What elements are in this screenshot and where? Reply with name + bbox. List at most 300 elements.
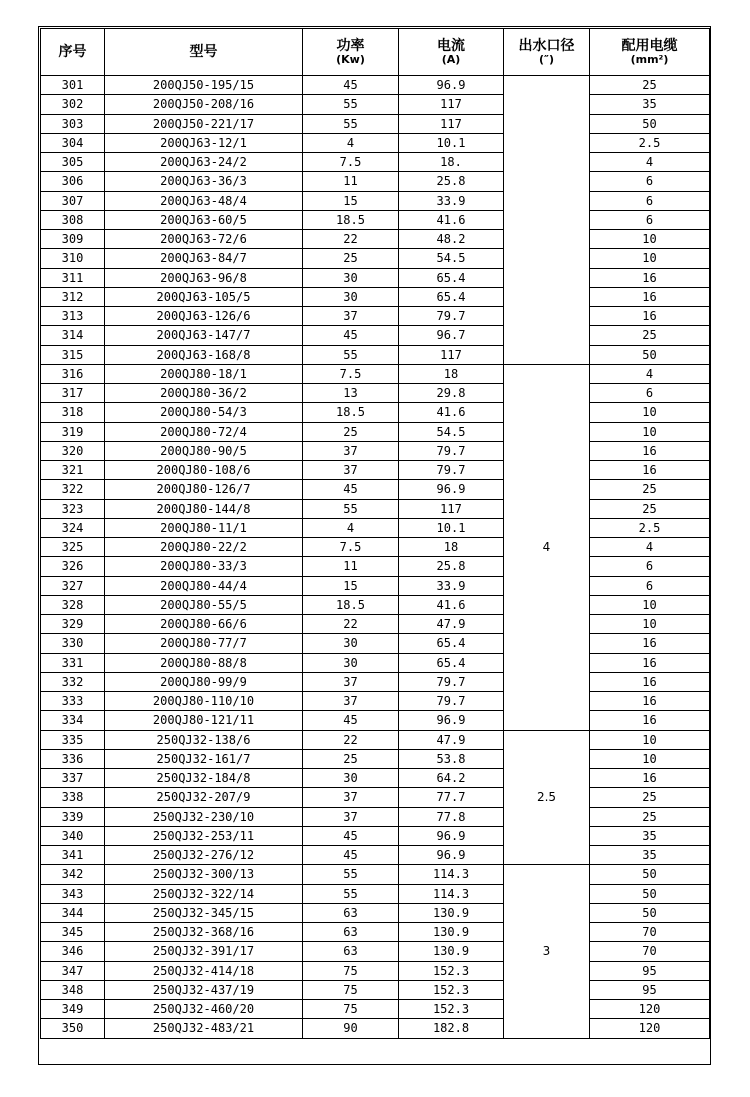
table-row <box>41 287 710 306</box>
cell-seq: 326 <box>41 557 105 576</box>
cell-model: 200QJ80-33/3 <box>105 557 303 576</box>
cell-power: 37 <box>303 788 399 807</box>
cell-cable: 16 <box>590 672 710 691</box>
cell-power: 15 <box>303 191 399 210</box>
table-row <box>41 653 710 672</box>
cell-cable: 25 <box>590 499 710 518</box>
cell-cable: 25 <box>590 76 710 95</box>
cell-current: 10.1 <box>399 518 504 537</box>
cell-model: 250QJ32-184/8 <box>105 769 303 788</box>
cell-cable: 95 <box>590 961 710 980</box>
cell-current: 41.6 <box>399 403 504 422</box>
cell-current: 114.3 <box>399 865 504 884</box>
header-current <box>399 29 504 76</box>
table-row <box>41 730 710 749</box>
cell-seq: 329 <box>41 615 105 634</box>
cell-model: 200QJ80-36/2 <box>105 384 303 403</box>
cell-model: 200QJ80-88/8 <box>105 653 303 672</box>
cell-model: 250QJ32-253/11 <box>105 826 303 845</box>
table-row <box>41 884 710 903</box>
cell-current: 65.4 <box>399 653 504 672</box>
table-row <box>41 961 710 980</box>
cell-seq: 333 <box>41 692 105 711</box>
cell-current: 77.8 <box>399 807 504 826</box>
cell-cable: 10 <box>590 595 710 614</box>
table-row <box>41 769 710 788</box>
table-row <box>41 172 710 191</box>
cell-cable: 16 <box>590 653 710 672</box>
table-row <box>41 480 710 499</box>
cell-current: 77.7 <box>399 788 504 807</box>
cell-power: 55 <box>303 499 399 518</box>
table-row <box>41 191 710 210</box>
cell-seq: 349 <box>41 1000 105 1019</box>
cell-power: 7.5 <box>303 364 399 383</box>
cell-model: 250QJ32-460/20 <box>105 1000 303 1019</box>
cell-power: 63 <box>303 942 399 961</box>
cell-current: 33.9 <box>399 576 504 595</box>
cell-current: 64.2 <box>399 769 504 788</box>
cell-current: 79.7 <box>399 441 504 460</box>
cell-cable: 95 <box>590 980 710 999</box>
cell-power: 13 <box>303 384 399 403</box>
cell-current: 54.5 <box>399 249 504 268</box>
table-row <box>41 576 710 595</box>
cell-seq: 338 <box>41 788 105 807</box>
cell-current: 10.1 <box>399 133 504 152</box>
cell-power: 45 <box>303 76 399 95</box>
cell-current: 96.9 <box>399 480 504 499</box>
cell-seq: 348 <box>41 980 105 999</box>
cell-cable: 10 <box>590 422 710 441</box>
cell-seq: 340 <box>41 826 105 845</box>
cell-model: 250QJ32-437/19 <box>105 980 303 999</box>
cell-seq: 341 <box>41 846 105 865</box>
header-outlet-unit: (″) <box>539 52 554 66</box>
table-row <box>41 76 710 95</box>
cell-model: 200QJ63-48/4 <box>105 191 303 210</box>
cell-power: 22 <box>303 730 399 749</box>
cell-seq: 344 <box>41 903 105 922</box>
header-model: 型号 <box>105 29 303 76</box>
cell-current: 79.7 <box>399 461 504 480</box>
cell-seq: 343 <box>41 884 105 903</box>
cell-power: 55 <box>303 884 399 903</box>
cell-power: 90 <box>303 1019 399 1038</box>
table-row <box>41 807 710 826</box>
cell-model: 200QJ63-24/2 <box>105 153 303 172</box>
header-outlet-label: 出水口径 <box>518 37 575 54</box>
cell-cable: 6 <box>590 191 710 210</box>
table-row <box>41 326 710 345</box>
header-current-unit: (A) <box>441 52 461 66</box>
cell-cable: 16 <box>590 287 710 306</box>
cell-power: 45 <box>303 326 399 345</box>
cell-seq: 309 <box>41 230 105 249</box>
cell-model: 200QJ80-108/6 <box>105 461 303 480</box>
cell-cable: 50 <box>590 865 710 884</box>
cell-seq: 339 <box>41 807 105 826</box>
table-row <box>41 595 710 614</box>
table-row <box>41 749 710 768</box>
table-row <box>41 538 710 557</box>
cell-current: 96.9 <box>399 826 504 845</box>
cell-current: 47.9 <box>399 730 504 749</box>
cell-model: 250QJ32-300/13 <box>105 865 303 884</box>
cell-power: 11 <box>303 557 399 576</box>
cell-power: 18.5 <box>303 403 399 422</box>
table-row <box>41 865 710 884</box>
cell-power: 11 <box>303 172 399 191</box>
cell-model: 200QJ63-96/8 <box>105 268 303 287</box>
cell-power: 75 <box>303 961 399 980</box>
cell-current: 18 <box>399 538 504 557</box>
cell-outlet-group: 2.5 <box>504 730 590 865</box>
header-cable-unit: (mm²) <box>630 52 669 66</box>
table-body <box>41 76 710 1039</box>
cell-current: 29.8 <box>399 384 504 403</box>
cell-seq: 304 <box>41 133 105 152</box>
cell-power: 22 <box>303 230 399 249</box>
cell-model: 200QJ80-54/3 <box>105 403 303 422</box>
table-row <box>41 384 710 403</box>
cell-current: 130.9 <box>399 903 504 922</box>
cell-power: 22 <box>303 615 399 634</box>
table-row <box>41 788 710 807</box>
table-row <box>41 441 710 460</box>
cell-model: 250QJ32-276/12 <box>105 846 303 865</box>
cell-seq: 320 <box>41 441 105 460</box>
cell-model: 200QJ80-90/5 <box>105 441 303 460</box>
cell-cable: 35 <box>590 826 710 845</box>
cell-cable: 10 <box>590 615 710 634</box>
cell-cable: 16 <box>590 711 710 730</box>
cell-model: 250QJ32-391/17 <box>105 942 303 961</box>
table-row <box>41 615 710 634</box>
table-row <box>41 95 710 114</box>
cell-cable: 6 <box>590 210 710 229</box>
table-row <box>41 1000 710 1019</box>
cell-seq: 342 <box>41 865 105 884</box>
cell-cable: 16 <box>590 307 710 326</box>
cell-cable: 10 <box>590 730 710 749</box>
cell-power: 63 <box>303 903 399 922</box>
cell-power: 25 <box>303 749 399 768</box>
cell-model: 200QJ80-121/11 <box>105 711 303 730</box>
cell-power: 15 <box>303 576 399 595</box>
cell-model: 250QJ32-322/14 <box>105 884 303 903</box>
table-row <box>41 980 710 999</box>
cell-cable: 25 <box>590 788 710 807</box>
cell-cable: 10 <box>590 749 710 768</box>
cell-model: 200QJ80-99/9 <box>105 672 303 691</box>
cell-cable: 16 <box>590 441 710 460</box>
cell-seq: 310 <box>41 249 105 268</box>
cell-seq: 315 <box>41 345 105 364</box>
cell-model: 200QJ63-36/3 <box>105 172 303 191</box>
table-row <box>41 345 710 364</box>
table-row <box>41 403 710 422</box>
cell-power: 7.5 <box>303 153 399 172</box>
cell-seq: 335 <box>41 730 105 749</box>
cell-cable: 4 <box>590 364 710 383</box>
cell-model: 250QJ32-345/15 <box>105 903 303 922</box>
cell-power: 75 <box>303 980 399 999</box>
cell-cable: 6 <box>590 172 710 191</box>
cell-current: 96.9 <box>399 76 504 95</box>
cell-power: 37 <box>303 461 399 480</box>
cell-power: 30 <box>303 653 399 672</box>
cell-seq: 319 <box>41 422 105 441</box>
cell-current: 65.4 <box>399 287 504 306</box>
cell-power: 75 <box>303 1000 399 1019</box>
table-row <box>41 364 710 383</box>
header-power-label: 功率 <box>336 37 365 54</box>
cell-current: 18. <box>399 153 504 172</box>
cell-model: 200QJ63-12/1 <box>105 133 303 152</box>
cell-seq: 307 <box>41 191 105 210</box>
table-row <box>41 153 710 172</box>
cell-model: 200QJ80-77/7 <box>105 634 303 653</box>
cell-power: 55 <box>303 345 399 364</box>
table-row <box>41 230 710 249</box>
header-cable <box>590 29 710 76</box>
cell-seq: 311 <box>41 268 105 287</box>
cell-current: 96.9 <box>399 711 504 730</box>
cell-cable: 25 <box>590 807 710 826</box>
cell-current: 53.8 <box>399 749 504 768</box>
cell-outlet-group: 4 <box>504 364 590 730</box>
cell-power: 30 <box>303 287 399 306</box>
cell-model: 200QJ80-110/10 <box>105 692 303 711</box>
cell-model: 200QJ80-44/4 <box>105 576 303 595</box>
cell-power: 37 <box>303 807 399 826</box>
table-row <box>41 634 710 653</box>
cell-power: 30 <box>303 634 399 653</box>
cell-power: 45 <box>303 826 399 845</box>
cell-seq: 317 <box>41 384 105 403</box>
cell-seq: 306 <box>41 172 105 191</box>
cell-cable: 6 <box>590 557 710 576</box>
cell-current: 117 <box>399 114 504 133</box>
cell-cable: 16 <box>590 769 710 788</box>
cell-seq: 323 <box>41 499 105 518</box>
cell-power: 37 <box>303 307 399 326</box>
table-row <box>41 942 710 961</box>
cell-model: 200QJ63-72/6 <box>105 230 303 249</box>
cell-seq: 303 <box>41 114 105 133</box>
cell-model: 250QJ32-207/9 <box>105 788 303 807</box>
cell-seq: 332 <box>41 672 105 691</box>
cell-seq: 331 <box>41 653 105 672</box>
cell-power: 45 <box>303 846 399 865</box>
cell-current: 96.7 <box>399 326 504 345</box>
cell-cable: 35 <box>590 846 710 865</box>
cell-power: 37 <box>303 692 399 711</box>
header-power-unit: (Kw) <box>336 52 365 66</box>
cell-model: 200QJ63-60/5 <box>105 210 303 229</box>
cell-model: 200QJ80-11/1 <box>105 518 303 537</box>
cell-current: 152.3 <box>399 980 504 999</box>
cell-model: 250QJ32-483/21 <box>105 1019 303 1038</box>
table-row <box>41 422 710 441</box>
table-row <box>41 1019 710 1038</box>
cell-power: 55 <box>303 865 399 884</box>
cell-seq: 334 <box>41 711 105 730</box>
header-row <box>41 29 710 76</box>
table-row <box>41 826 710 845</box>
cell-seq: 312 <box>41 287 105 306</box>
cell-current: 130.9 <box>399 942 504 961</box>
cell-power: 25 <box>303 422 399 441</box>
cell-cable: 50 <box>590 345 710 364</box>
table-row <box>41 711 710 730</box>
table-row <box>41 903 710 922</box>
cell-current: 79.7 <box>399 307 504 326</box>
cell-seq: 313 <box>41 307 105 326</box>
cell-seq: 325 <box>41 538 105 557</box>
cell-outlet-group <box>504 76 590 365</box>
cell-cable: 10 <box>590 230 710 249</box>
cell-power: 55 <box>303 95 399 114</box>
cell-current: 65.4 <box>399 634 504 653</box>
cell-current: 79.7 <box>399 672 504 691</box>
cell-outlet-group: 3 <box>504 865 590 1038</box>
cell-seq: 322 <box>41 480 105 499</box>
cell-model: 200QJ80-18/1 <box>105 364 303 383</box>
cell-current: 18 <box>399 364 504 383</box>
cell-cable: 16 <box>590 634 710 653</box>
cell-model: 200QJ80-72/4 <box>105 422 303 441</box>
table-row <box>41 518 710 537</box>
cell-model: 200QJ80-126/7 <box>105 480 303 499</box>
cell-seq: 324 <box>41 518 105 537</box>
cell-current: 65.4 <box>399 268 504 287</box>
cell-current: 182.8 <box>399 1019 504 1038</box>
header-power <box>303 29 399 76</box>
cell-power: 4 <box>303 518 399 537</box>
cell-power: 63 <box>303 923 399 942</box>
cell-cable: 10 <box>590 403 710 422</box>
cell-cable: 6 <box>590 384 710 403</box>
cell-model: 250QJ32-161/7 <box>105 749 303 768</box>
cell-seq: 301 <box>41 76 105 95</box>
cell-power: 25 <box>303 249 399 268</box>
cell-model: 200QJ63-84/7 <box>105 249 303 268</box>
cell-current: 152.3 <box>399 961 504 980</box>
cell-power: 18.5 <box>303 595 399 614</box>
cell-seq: 314 <box>41 326 105 345</box>
pump-spec-table <box>40 28 710 1039</box>
cell-power: 30 <box>303 769 399 788</box>
cell-model: 200QJ63-126/6 <box>105 307 303 326</box>
header-outlet <box>504 29 590 76</box>
table-row <box>41 268 710 287</box>
cell-power: 18.5 <box>303 210 399 229</box>
cell-seq: 328 <box>41 595 105 614</box>
cell-model: 250QJ32-138/6 <box>105 730 303 749</box>
cell-model: 200QJ63-105/5 <box>105 287 303 306</box>
cell-power: 4 <box>303 133 399 152</box>
cell-power: 55 <box>303 114 399 133</box>
cell-current: 79.7 <box>399 692 504 711</box>
cell-cable: 70 <box>590 923 710 942</box>
cell-cable: 50 <box>590 884 710 903</box>
table-row <box>41 557 710 576</box>
cell-current: 152.3 <box>399 1000 504 1019</box>
cell-current: 33.9 <box>399 191 504 210</box>
cell-current: 114.3 <box>399 884 504 903</box>
header-cable-label: 配用电缆 <box>621 37 678 54</box>
cell-seq: 308 <box>41 210 105 229</box>
cell-current: 25.8 <box>399 557 504 576</box>
cell-seq: 318 <box>41 403 105 422</box>
cell-cable: 16 <box>590 268 710 287</box>
header-seq: 序号 <box>41 29 105 76</box>
table-row <box>41 499 710 518</box>
table-row <box>41 692 710 711</box>
cell-model: 200QJ50-221/17 <box>105 114 303 133</box>
header-current-label: 电流 <box>437 37 465 54</box>
cell-cable: 4 <box>590 538 710 557</box>
cell-cable: 25 <box>590 480 710 499</box>
cell-seq: 302 <box>41 95 105 114</box>
cell-model: 200QJ63-168/8 <box>105 345 303 364</box>
cell-seq: 336 <box>41 749 105 768</box>
cell-current: 25.8 <box>399 172 504 191</box>
cell-cable: 16 <box>590 692 710 711</box>
cell-cable: 25 <box>590 326 710 345</box>
table-row <box>41 923 710 942</box>
table-row <box>41 307 710 326</box>
cell-seq: 345 <box>41 923 105 942</box>
cell-seq: 305 <box>41 153 105 172</box>
cell-cable: 6 <box>590 576 710 595</box>
cell-current: 117 <box>399 345 504 364</box>
cell-cable: 10 <box>590 249 710 268</box>
cell-model: 200QJ63-147/7 <box>105 326 303 345</box>
cell-cable: 4 <box>590 153 710 172</box>
cell-cable: 50 <box>590 903 710 922</box>
cell-seq: 347 <box>41 961 105 980</box>
cell-seq: 330 <box>41 634 105 653</box>
table-row <box>41 672 710 691</box>
cell-current: 117 <box>399 499 504 518</box>
table-row <box>41 846 710 865</box>
cell-current: 96.9 <box>399 846 504 865</box>
cell-current: 54.5 <box>399 422 504 441</box>
cell-power: 37 <box>303 672 399 691</box>
cell-model: 250QJ32-368/16 <box>105 923 303 942</box>
cell-seq: 321 <box>41 461 105 480</box>
cell-power: 45 <box>303 711 399 730</box>
cell-seq: 316 <box>41 364 105 383</box>
table-row <box>41 210 710 229</box>
cell-seq: 350 <box>41 1019 105 1038</box>
cell-cable: 16 <box>590 461 710 480</box>
table-row <box>41 461 710 480</box>
cell-model: 200QJ50-208/16 <box>105 95 303 114</box>
table-row <box>41 249 710 268</box>
cell-power: 45 <box>303 480 399 499</box>
cell-model: 200QJ80-66/6 <box>105 615 303 634</box>
cell-cable: 35 <box>590 95 710 114</box>
cell-power: 37 <box>303 441 399 460</box>
cell-model: 200QJ80-55/5 <box>105 595 303 614</box>
cell-model: 250QJ32-230/10 <box>105 807 303 826</box>
cell-model: 250QJ32-414/18 <box>105 961 303 980</box>
cell-current: 47.9 <box>399 615 504 634</box>
